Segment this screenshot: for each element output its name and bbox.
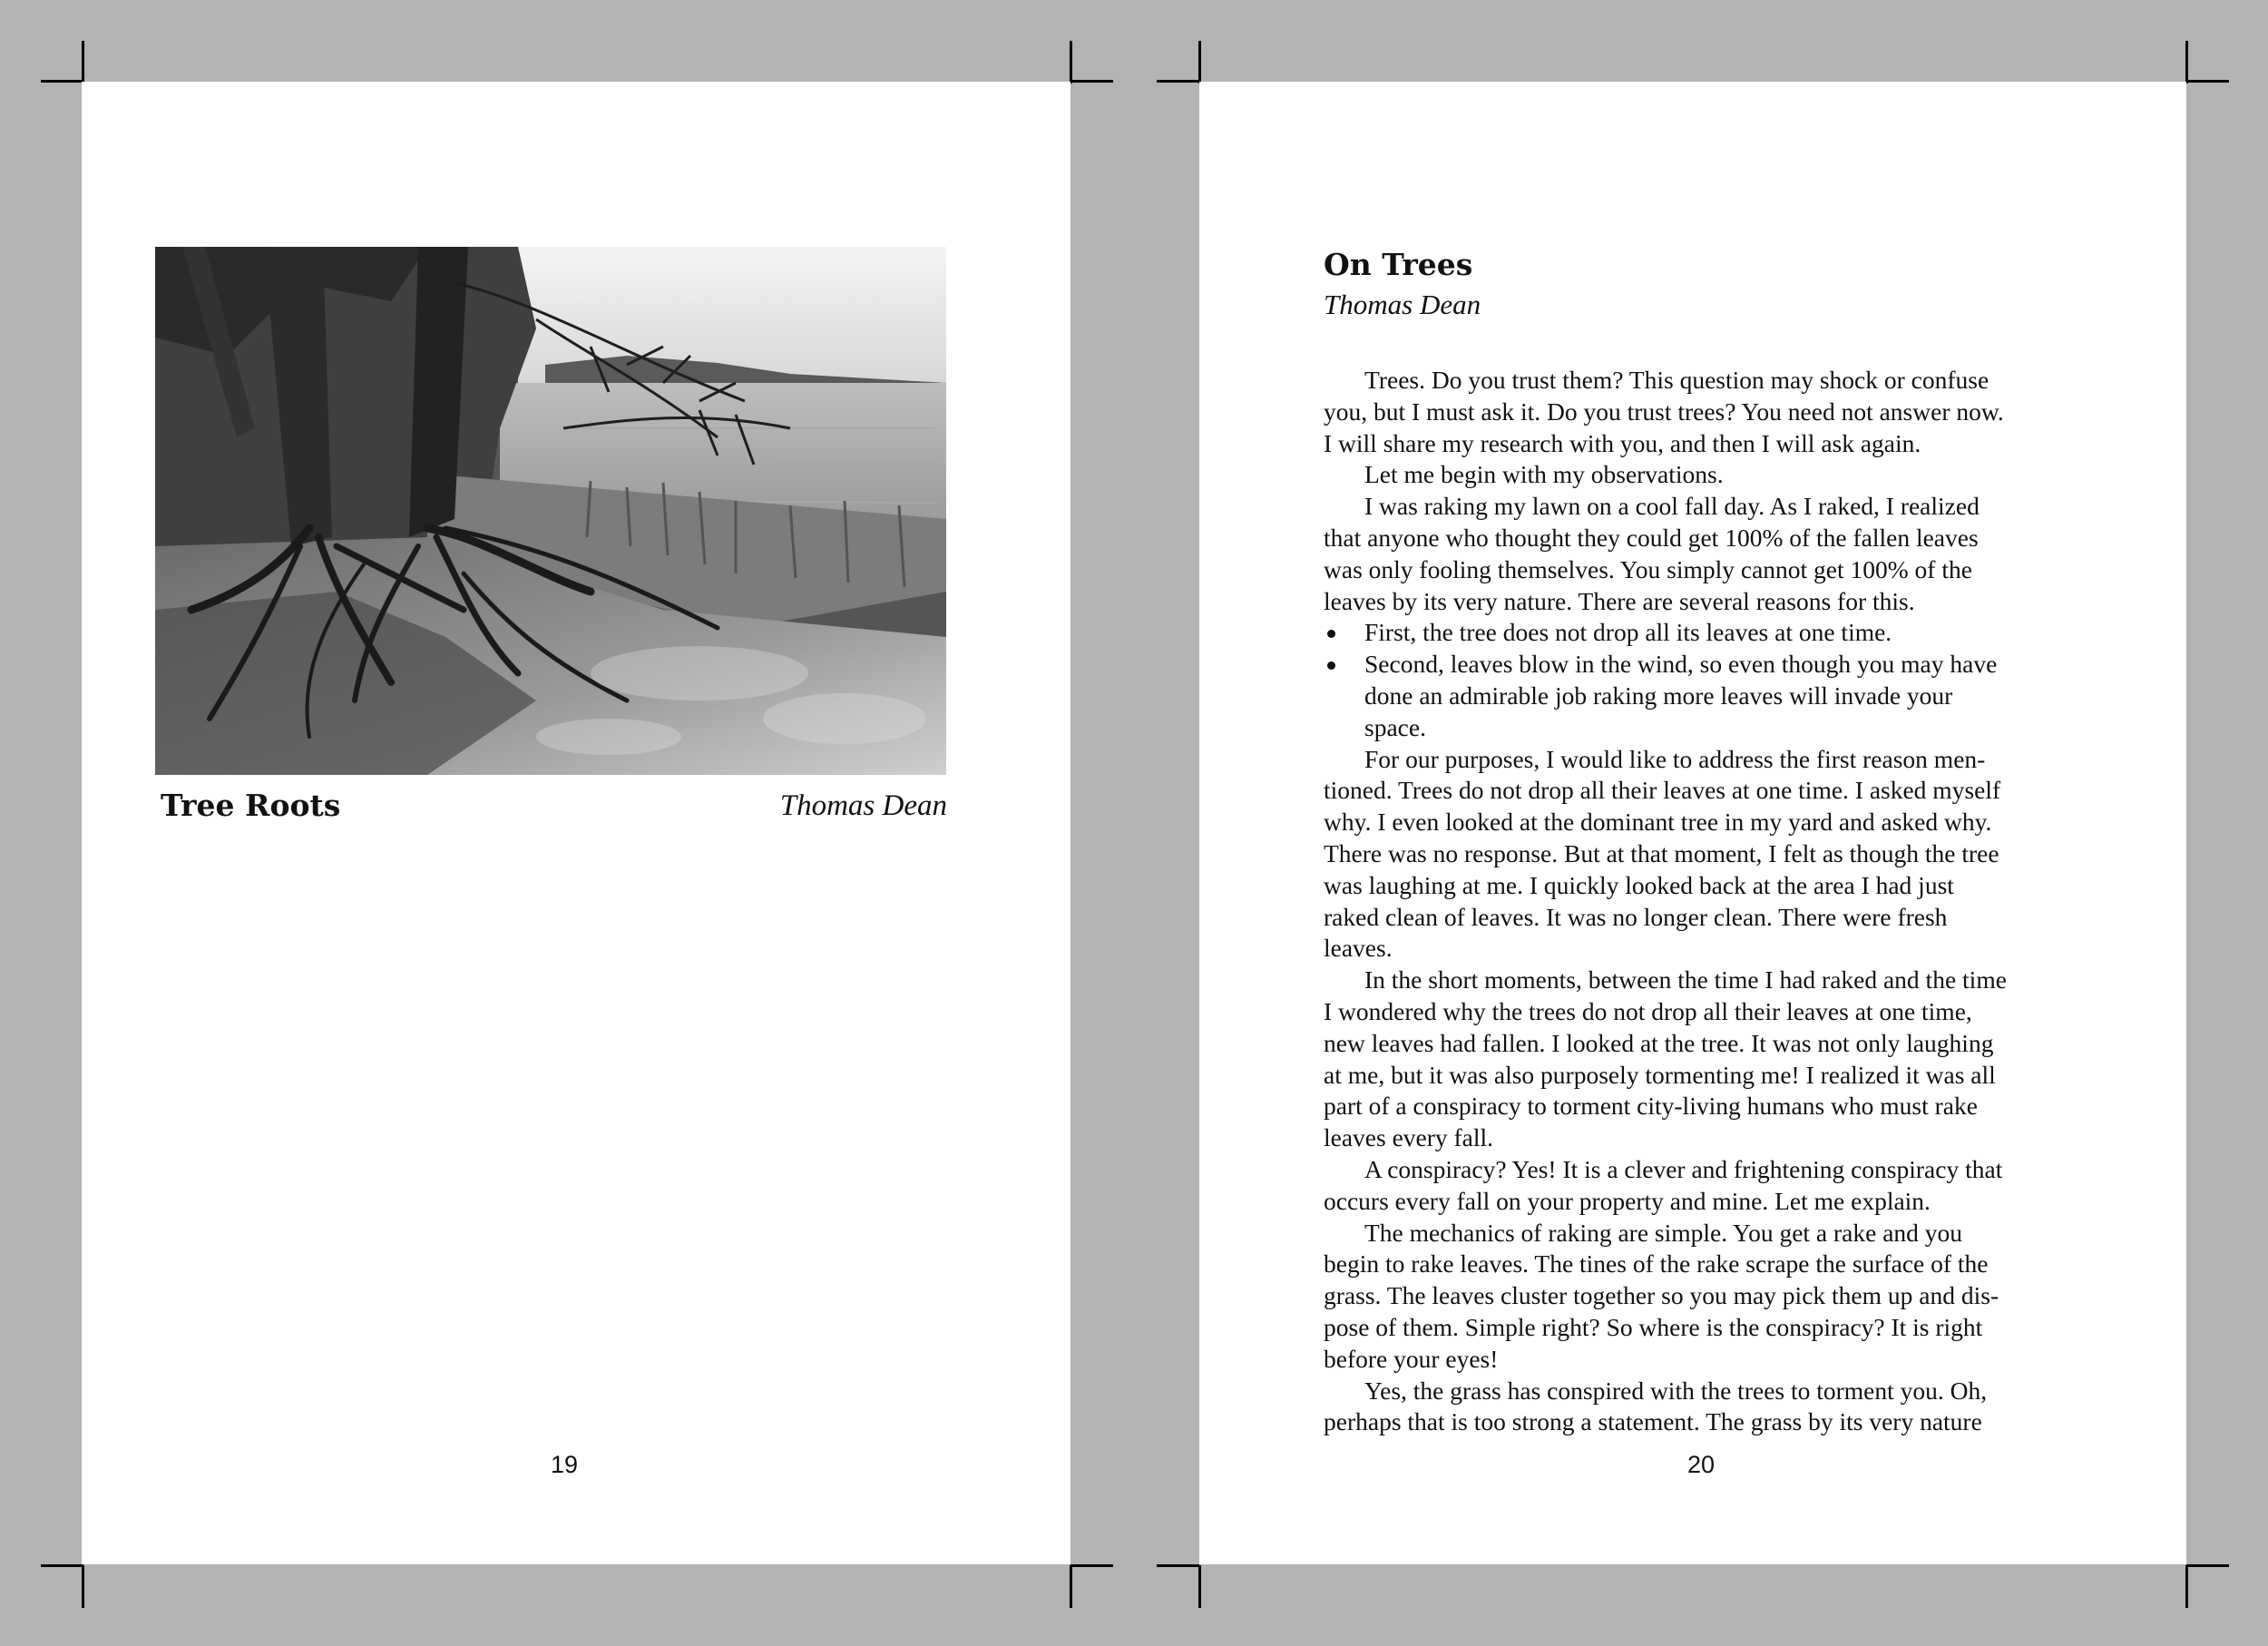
body-line: you, but I must ask it. Do you trust trees? You need not answer now. xyxy=(1324,397,2004,426)
body-line: perhaps that is too strong a statement. The grass by its very nature xyxy=(1324,1407,1982,1436)
crop-mark xyxy=(2186,1564,2229,1567)
left-page xyxy=(82,82,1070,1564)
article-title: On Trees xyxy=(1324,247,1473,282)
body-line: pose of them. Simple right? So where is the conspiracy? It is right xyxy=(1324,1312,1983,1341)
body-line: Yes, the grass has conspired with the trees to torment you. Oh, xyxy=(1364,1376,1988,1405)
body-line: new leaves had fallen. I looked at the tree. It was not only laughing xyxy=(1324,1028,1994,1057)
crop-mark xyxy=(1198,41,1201,83)
body-line: grass. The leaves cluster together so you may pick them up and dis- xyxy=(1324,1281,1999,1310)
bullet-line: Second, leaves blow in the wind, so even though you may have xyxy=(1324,649,2068,681)
right-page xyxy=(1199,82,2186,1564)
bullet-line: First, the tree does not drop all its leaves at one time. xyxy=(1324,617,2068,649)
crop-mark xyxy=(41,80,83,83)
tree-roots-photo xyxy=(155,247,946,775)
body-line: tioned. Trees do not drop all their leaves at one time. I asked myself xyxy=(1324,776,2001,805)
body-line: why. I even looked at the dominant tree in my yard and asked why. xyxy=(1324,808,1992,837)
page-number: 20 xyxy=(1687,1451,1716,1478)
body-line: In the short moments, between the time I had raked and the time xyxy=(1364,965,2007,994)
crop-mark xyxy=(1070,80,1113,83)
body-line: done an admirable job raking more leaves will invade your xyxy=(1364,681,1953,710)
crop-mark xyxy=(41,1564,83,1567)
photo-tree-roots-icon xyxy=(155,247,946,775)
body-line: There was no response. But at that moment, I felt as though the tree xyxy=(1324,838,1999,867)
body-line: The mechanics of raking are simple. You get a rake and you xyxy=(1364,1218,1963,1247)
body-line: before your eyes! xyxy=(1324,1344,1499,1373)
crop-mark xyxy=(82,41,84,83)
crop-mark xyxy=(1070,1565,1072,1608)
body-line: occurs every fall on your property and mine. Let me explain. xyxy=(1324,1186,1931,1215)
crop-mark xyxy=(1070,41,1072,83)
body-line: part of a conspiracy to torment city-living humans who must rake xyxy=(1324,1092,1978,1121)
body-line: space. xyxy=(1364,712,1426,741)
crop-mark xyxy=(1157,80,1199,83)
body-line: I was raking my lawn on a cool fall day. As I raked, I realized xyxy=(1364,492,1980,521)
body-line: was laughing at me. I quickly looked back at the area I had just xyxy=(1324,870,1954,899)
body-line: raked clean of leaves. It was no longer clean. There were fresh xyxy=(1324,902,1948,931)
body-line: was only fooling themselves. You simply cannot get 100% of the xyxy=(1324,554,1972,583)
article-author: Thomas Dean xyxy=(1324,289,1481,320)
body-line: leaves by its very nature. There are several reasons for this. xyxy=(1324,586,1915,615)
crop-mark xyxy=(1070,1564,1113,1567)
photo-caption-author: Thomas Dean xyxy=(779,789,947,822)
crop-mark xyxy=(2186,80,2229,83)
body-line: leaves every fall. xyxy=(1324,1123,1494,1152)
crop-mark xyxy=(2185,1565,2188,1608)
photo-caption-title: Tree Roots xyxy=(161,788,341,823)
body-line: I will share my research with you, and then I will ask again. xyxy=(1324,428,1921,457)
crop-mark xyxy=(2185,41,2188,83)
body-line: I wondered why the trees do not drop all their leaves at one time, xyxy=(1324,996,1972,1025)
body-line: at me, but it was also purposely tormenting me! I realized it was all xyxy=(1324,1060,1996,1089)
body-line: Let me begin with my observations. xyxy=(1364,460,1724,489)
body-line: that anyone who thought they could get 100% of the fallen leaves xyxy=(1324,523,1979,552)
body-line: begin to rake leaves. The tines of the rake scrape the surface of the xyxy=(1324,1249,1989,1279)
page-number: 19 xyxy=(551,1451,579,1478)
body-line: For our purposes, I would like to address the first reason men- xyxy=(1364,744,1986,773)
crop-mark xyxy=(1198,1565,1201,1608)
body-line: Trees. Do you trust them? This question may shock or confuse xyxy=(1364,366,1989,394)
crop-mark xyxy=(82,1565,84,1608)
body-line: leaves. xyxy=(1324,934,1393,963)
body-line: A conspiracy? Yes! It is a clever and frightening conspiracy that xyxy=(1364,1154,2003,1183)
crop-mark xyxy=(1157,1564,1199,1567)
article-body xyxy=(1324,365,2068,1438)
